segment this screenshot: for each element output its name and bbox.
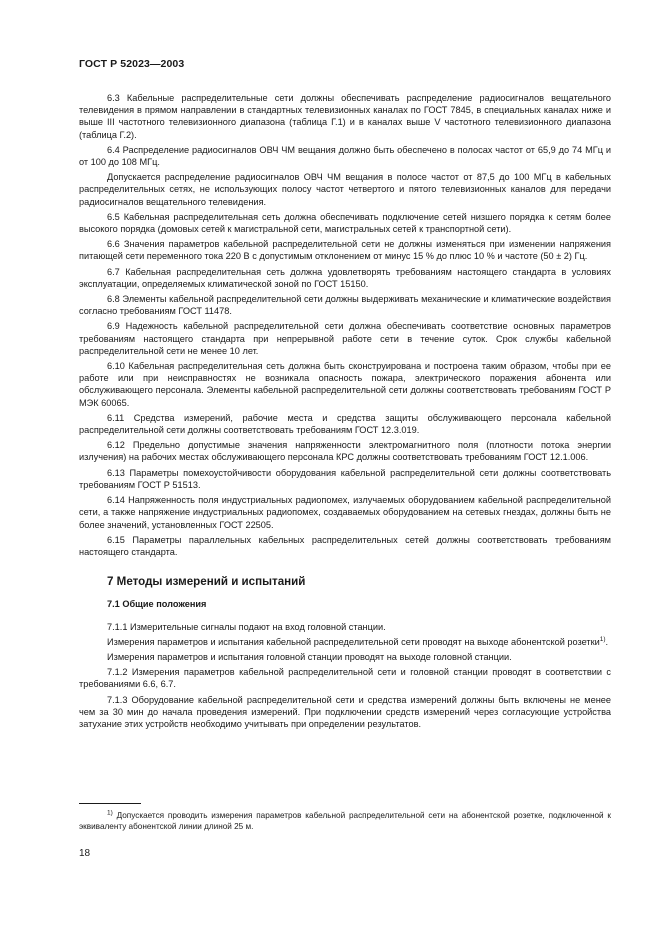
footnote-mark: 1) [107, 809, 113, 817]
main-text [79, 92, 611, 733]
paragraph-7-1-1: 7.1.1 Измерительные сигналы подают на вход головной станции. [107, 621, 386, 632]
footnote-reference: 1) [599, 635, 606, 643]
footnote-divider [79, 803, 141, 804]
paragraph-7-1-2: 7.1.2 Измерения параметров кабельной распределительной сети и головной станции проводят в соответствии с требованиями 6.6, 6.7. [79, 667, 611, 690]
paragraph-6-9: 6.9 Надежность кабельной распределительной сети должна обеспечивать соответствие основных параметров требованиям настоящего стандарта при непрерывной работе сети в течение суток. Срок службы кабельной распределительной сети не менее 10 лет. [79, 321, 611, 356]
paragraph-with-footnote-ref [79, 636, 611, 648]
document-header: ГОСТ Р 52023—2003 [79, 58, 185, 70]
paragraph-6-14: 6.14 Напряженность поля индустриальных радиопомех, излучаемых оборудованием кабельной распределительной сети, а также напряжение индустриальных радиопомех, создаваемых оборудованием на сетевых гнездах, должны быть не более значений, установленных ГОСТ 22505. [79, 495, 611, 530]
paragraph-6-4: 6.4 Распределение радиосигналов ОВЧ ЧМ вещания должно быть обеспечено в полосах частот от 65,9 до 74 МГц и от 100 до 108 МГц. [79, 144, 611, 168]
paragraph-6-7: 6.7 Кабельная распределительная сеть должна удовлетворять требованиям настоящего стандарта в условиях эксплуатации, определяемых климатической зоной по ГОСТ 15150. [79, 266, 611, 289]
paragraph-6-10: 6.10 Кабельная распределительная сеть должна быть сконструирована и построена таким образом, чтобы при ее работе или при неисправностях не возникала опасность пожара, электрического поражения абонента или обслуживающего персонала. Элементы кабельной распределительной сети должны соответствовать требованиям ГОСТ Р МЭК 60065. [79, 361, 611, 408]
paragraph-6-15: 6.15 Параметры параллельных кабельных распределительных сетей должны соответствовать требованиям настоящего стандарта. [79, 534, 611, 557]
page-number: 18 [79, 848, 91, 859]
paragraph-text: Измерения параметров и испытания кабельной распределительной сети проводят на выходе абонентской розетки [107, 636, 600, 647]
footnote [79, 810, 611, 832]
subsection-title: 7.1 Общие положения [107, 599, 207, 610]
paragraph-6-5: 6.5 Кабельная распределительная сеть должна обеспечивать подключение сетей низшего порядка к сетям более высокого порядка (домовых сетей к магистральной сети, магистральных сетей к транспортной сети). [79, 211, 611, 235]
paragraph-6-3: 6.3 Кабельные распределительные сети должны обеспечивать распределение радиосигналов вещательного телевидения в прямом направлении в стандартных телевизионных каналах по ГОСТ 7845, в специальных каналах ниже и выше III частотного телевизионного диапазона (таблица Г.1) и в каналах выше V частотного телевизионного диапазона (таблица Г.2). [79, 93, 611, 140]
paragraph-6-13: 6.13 Параметры помехоустойчивости оборудования кабельной распределительной сети должны соответствовать требованиям ГОСТ Р 51513. [79, 467, 611, 490]
paragraph-6-12: 6.12 Предельно допустимые значения напряженности электромагнитного поля (плотности потока энергии излучения) на рабочих местах обслуживающего персонала КРС должны соответствовать требованиям ГОСТ 12.1.006. [79, 440, 611, 463]
paragraph-6-4-note: Допускается распределение радиосигналов ОВЧ ЧМ вещания в полосе частот от 87,5 до 100 МГц в кабельных распределительных сетях, не использующих полосу частот четвертого и пятого телевизионных каналов для передачи радиосигналов вещательного телевидения. [79, 172, 611, 207]
footnote-text: Допускается проводить измерения параметров кабельной распределительной сети на абонентской розетке, подключенной к эквиваленту абонентской линии длиной 25 м. [79, 811, 611, 831]
paragraph-head-station: Измерения параметров и испытания головной станции проводят на выходе головной станции. [107, 651, 512, 662]
paragraph-6-11: 6.11 Средства измерений, рабочие места и средства защиты обслуживающего персонала кабельной распределительной сети должны соответствовать требованиям ГОСТ 12.3.019. [79, 412, 611, 436]
paragraph-7-1-3: 7.1.3 Оборудование кабельной распределительной сети и средства измерений должны быть включены не менее чем за 30 мин до начала проведения измерений. При подключении средств измерений через согласующие устройства затухание этих устройств необходимо учитывать при определении результатов. [79, 694, 611, 729]
paragraph-6-6: 6.6 Значения параметров кабельной распределительной сети не должны изменяться при изменении напряжения питающей сети переменного тока 220 В с допустимым отклонением от минус 15 % до плюс 10 % и частоте (50 ± 2) Гц. [79, 239, 611, 262]
section-title: 7 Методы измерений и испытаний [107, 575, 306, 589]
paragraph-6-8: 6.8 Элементы кабельной распределительной сети должны выдерживать механические и климатические воздействия согласно требованиям ГОСТ 11478. [79, 294, 611, 317]
paragraph-end: . [605, 636, 609, 647]
